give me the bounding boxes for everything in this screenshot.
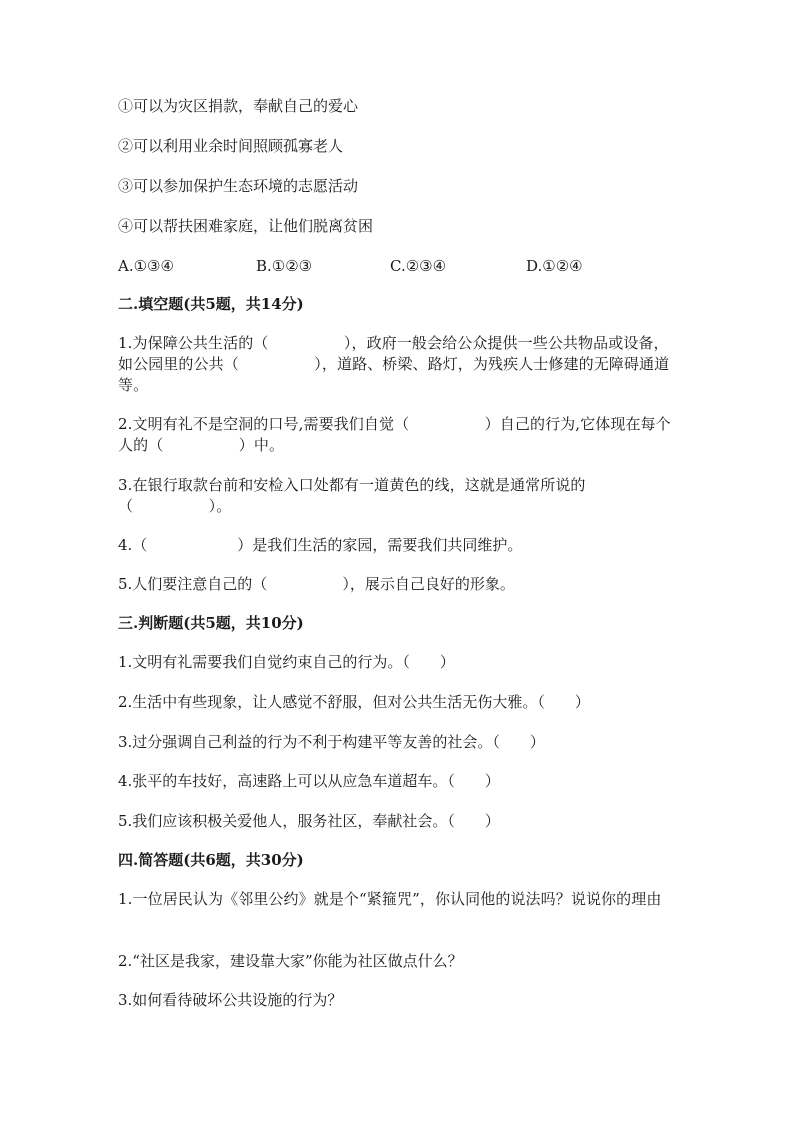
section3-heading: 三.判断题(共5题，共10分): [118, 614, 304, 632]
fill-question-5: 5.人们要注意自己的（ ），展示自己良好的形象。: [118, 575, 515, 593]
judge-question-4: 4.张平的车技好，高速路上可以从应急车道超车。（ ）: [118, 772, 500, 790]
section2-heading: 二.填空题(共5题，共14分): [118, 295, 304, 313]
short-question-3: 3.如何看待破坏公共设施的行为？: [118, 991, 343, 1009]
section4-heading: 四.简答题(共6题，共30分): [118, 851, 304, 869]
answer-choices: [118, 256, 678, 276]
fill-question-3: 3.在银行取款台前和安检入口处都有一道黄色的线，这就是通常所说的（ ）。: [118, 476, 586, 515]
judge-question-3: 3.过分强调自己利益的行为不利于构建平等友善的社会。（ ）: [118, 733, 545, 751]
choice-b: B.①②③: [256, 257, 313, 275]
short-question-1: 1.一位居民认为《邻里公约》就是个“紧箍咒”，你认同他的说法吗？说说你的理由: [118, 890, 662, 908]
choice-c: C.②③④: [390, 257, 447, 275]
fill-question-1: 1.为保障公共生活的（ ），政府一般会给公众提供一些公共物品或设备，如公园里的公共（ ），道路、桥梁、路灯，为残疾人士修建的无障碍通道等。: [118, 334, 670, 394]
choice-a: A.①③④: [118, 257, 174, 275]
choice-statement-3: ③可以参加保护生态环境的志愿活动: [118, 177, 359, 195]
short-question-2: 2.“社区是我家，建设靠大家”你能为社区做点什么？: [118, 952, 463, 970]
judge-question-5: 5.我们应该积极关爱他人，服务社区，奉献社会。（ ）: [118, 812, 500, 830]
choice-d: D.①②④: [526, 257, 583, 275]
fill-question-4: 4.（ ）是我们生活的家园，需要我们共同维护。: [118, 536, 523, 554]
judge-question-2: 2.生活中有些现象，让人感觉不舒服，但对公共生活无伤大雅。（ ）: [118, 693, 590, 711]
choice-statement-2: ②可以利用业余时间照顾孤寡老人: [118, 137, 344, 155]
fill-question-2: 2.文明有礼不是空洞的口号,需要我们自觉（ ）自己的行为,它体现在每个人的（ ）中。: [118, 415, 671, 454]
choice-statement-4: ④可以帮扶困难家庭，让他们脱离贫困: [118, 217, 374, 235]
judge-question-1: 1.文明有礼需要我们自觉约束自己的行为。（ ）: [118, 653, 455, 671]
choice-statement-1: ①可以为灾区捐款，奉献自己的爱心: [118, 97, 359, 115]
